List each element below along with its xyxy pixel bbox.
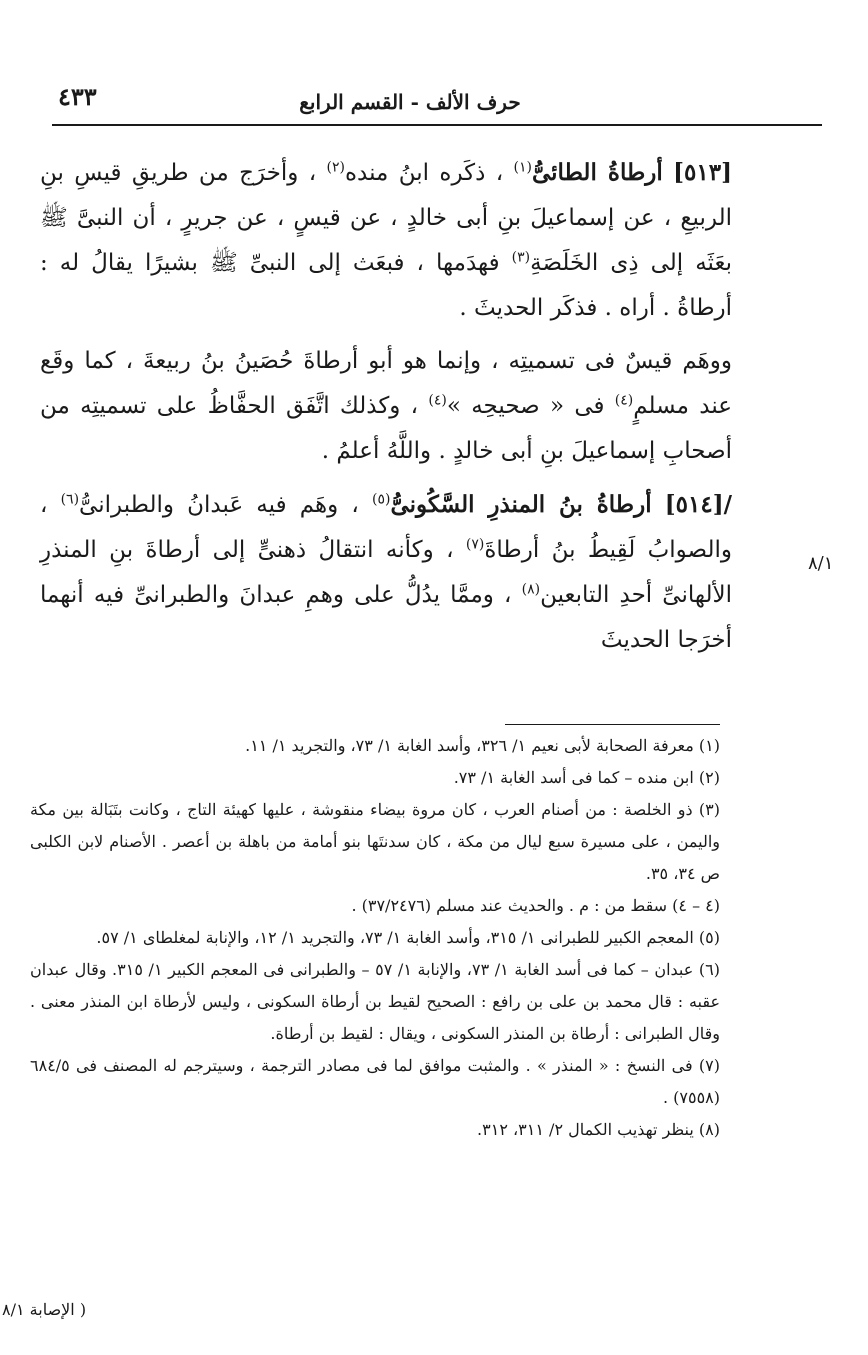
page-number: ٤٣٣	[58, 82, 97, 111]
footnote-ref[interactable]: (٢)	[326, 159, 345, 176]
entry-name: أرطاةُ الطائىُّ	[531, 159, 663, 186]
entry-number: [٥١٤]	[664, 491, 724, 518]
footnote-8: (٨) ينظر تهذيب الكمال ٢/ ٣١١، ٣١٢.	[477, 1120, 720, 1139]
page-header	[40, 82, 820, 122]
entry-number: [٥١٣]	[673, 159, 732, 186]
entry-name: أرطاةُ بنُ المنذرِ السَّكُونىُّ	[390, 491, 652, 518]
entry-text: ، وهَم فيه عَبدانُ والطبرانىُّ	[79, 492, 359, 518]
entry-text: ، ذكَره ابنُ منده	[344, 160, 504, 186]
header-rule	[52, 124, 822, 126]
entry-marker: /	[723, 491, 732, 518]
footnote-ref[interactable]: (٧)	[465, 536, 485, 553]
paragraph-gap	[40, 474, 732, 482]
paragraph-text: ، وكذلك اتَّفَق الحفَّاظُ على تسميتِه من أصحابِ إسماعيلَ بنِ أبى خالدٍ . واللَّهُ أعلمُ .	[40, 393, 732, 464]
paragraph-gap	[40, 331, 732, 339]
entry-513	[40, 150, 732, 331]
footnote-6: (٦) عبدان – كما فى أسد الغابة ١/ ٧٣، والإنابة ١/ ٥٧ – والطبرانى فى المعجم الكبير ١/ ٣١٥. وقال عبدان عقبه : قال محمد بن على بن رافع : الصحيح لقيط بن أرطاة السكونى ، وليس لأرطاة ابن المنذر معنى . وقال الطبرانى : أرطاة بن المنذر السكونى ، ويقال : لقيط بن أرطاة.	[30, 960, 720, 1043]
entry-514	[40, 482, 732, 663]
entry-text: ، وممَّا يدُلُّ على وهمِ عبدانَ والطبرانىِّ فيه أنهما أخرَجا الحديثَ	[40, 582, 732, 653]
footnotes	[30, 730, 720, 1146]
footnote-2: (٢) ابن منده – كما فى أسد الغابة ١/ ٧٣.	[453, 768, 720, 787]
entry-text: ، وكأنه انتقالُ ذهنىٍّ إلى أرطاةَ بنِ المنذرِ الألهانىِّ أحدِ التابعين	[40, 537, 733, 608]
footnote-ref[interactable]: (٥)	[371, 491, 391, 508]
footnote-ref[interactable]: (١)	[513, 159, 532, 176]
main-text	[40, 150, 732, 663]
footnote-ref[interactable]: (٣)	[511, 249, 531, 266]
footnote-ref[interactable]: (٨)	[521, 581, 541, 598]
footnote-ref[interactable]: (٤)	[614, 392, 634, 409]
entry-text: فهدَمها ، فبعَث إلى النبىِّ ﷺ بشيرًا يقالُ له : أرطاةُ . أراه . فذكَر الحديثَ .	[40, 250, 732, 321]
footnote-3: (٣) ذو الخلصة : من أصنام العرب ، كان مروة بيضاء منقوشة ، عليها كهيئة التاج ، وكانت بتَبَالة بين مكة واليمن ، على مسيرة سبع ليال من مكة ، كان سدنتَها بنو أمامة من باهلة بن أعصر . الأصنام لابن الكلبى ص ٣٤، ٣٥.	[30, 800, 720, 883]
footnote-7: (٧) فى النسخ : « المنذر » . والمثبت موافق لما فى مصادر الترجمة ، وسيترجم له المصنف فى ٦٨٤/٥ (٧٥٥٨) .	[30, 1056, 720, 1107]
entry-text: ، وأخرَج من طريقِ قيسِ بنِ الربيعِ ، عن إسماعيلَ بنِ أبى خالدٍ ، عن قيسٍ ، عن جريرٍ ، أن النبىَّ ﷺ بعَثَه إلى ذِى الخَلَصَةِ	[40, 160, 732, 276]
footnote-4: (٤ – ٤) سقط من : م . والحديث عند مسلم (٣٧/٢٤٧٦) .	[351, 896, 720, 915]
entry-text: ، والصوابُ لَقِيطُ بنُ أرطاةَ	[40, 492, 732, 563]
footnote-5: (٥) المعجم الكبير للطبرانى ١/ ٣١٥، وأسد الغابة ١/ ٧٣، والتجريد ١/ ١٢، والإنابة لمغلطاى ١/ ٥٧.	[96, 928, 720, 947]
paragraph-2	[40, 339, 732, 474]
footnote-separator	[505, 724, 720, 725]
paragraph-text: ووهَم قيسٌ فى تسميتِه ، وإنما هو أبو أرطاةَ حُصَينُ بنُ ربيعةَ ، كما وقَع عند مسلمٍ	[40, 348, 733, 419]
footnote-1: (١) معرفة الصحابة لأبى نعيم ١/ ٣٢٦، وأسد الغابة ١/ ٧٣، والتجريد ١/ ١١.	[245, 736, 720, 755]
signature-mark: ( الإصابة ٨/١	[2, 1300, 87, 1319]
footnote-ref[interactable]: (٦)	[60, 491, 80, 508]
paragraph-text: فى « صحيحِه »	[446, 393, 605, 419]
margin-volume-mark: ٨/١	[808, 553, 834, 574]
running-title: حرف الألف - القسم الرابع	[299, 90, 521, 114]
footnote-ref[interactable]: (٤)	[428, 392, 447, 409]
